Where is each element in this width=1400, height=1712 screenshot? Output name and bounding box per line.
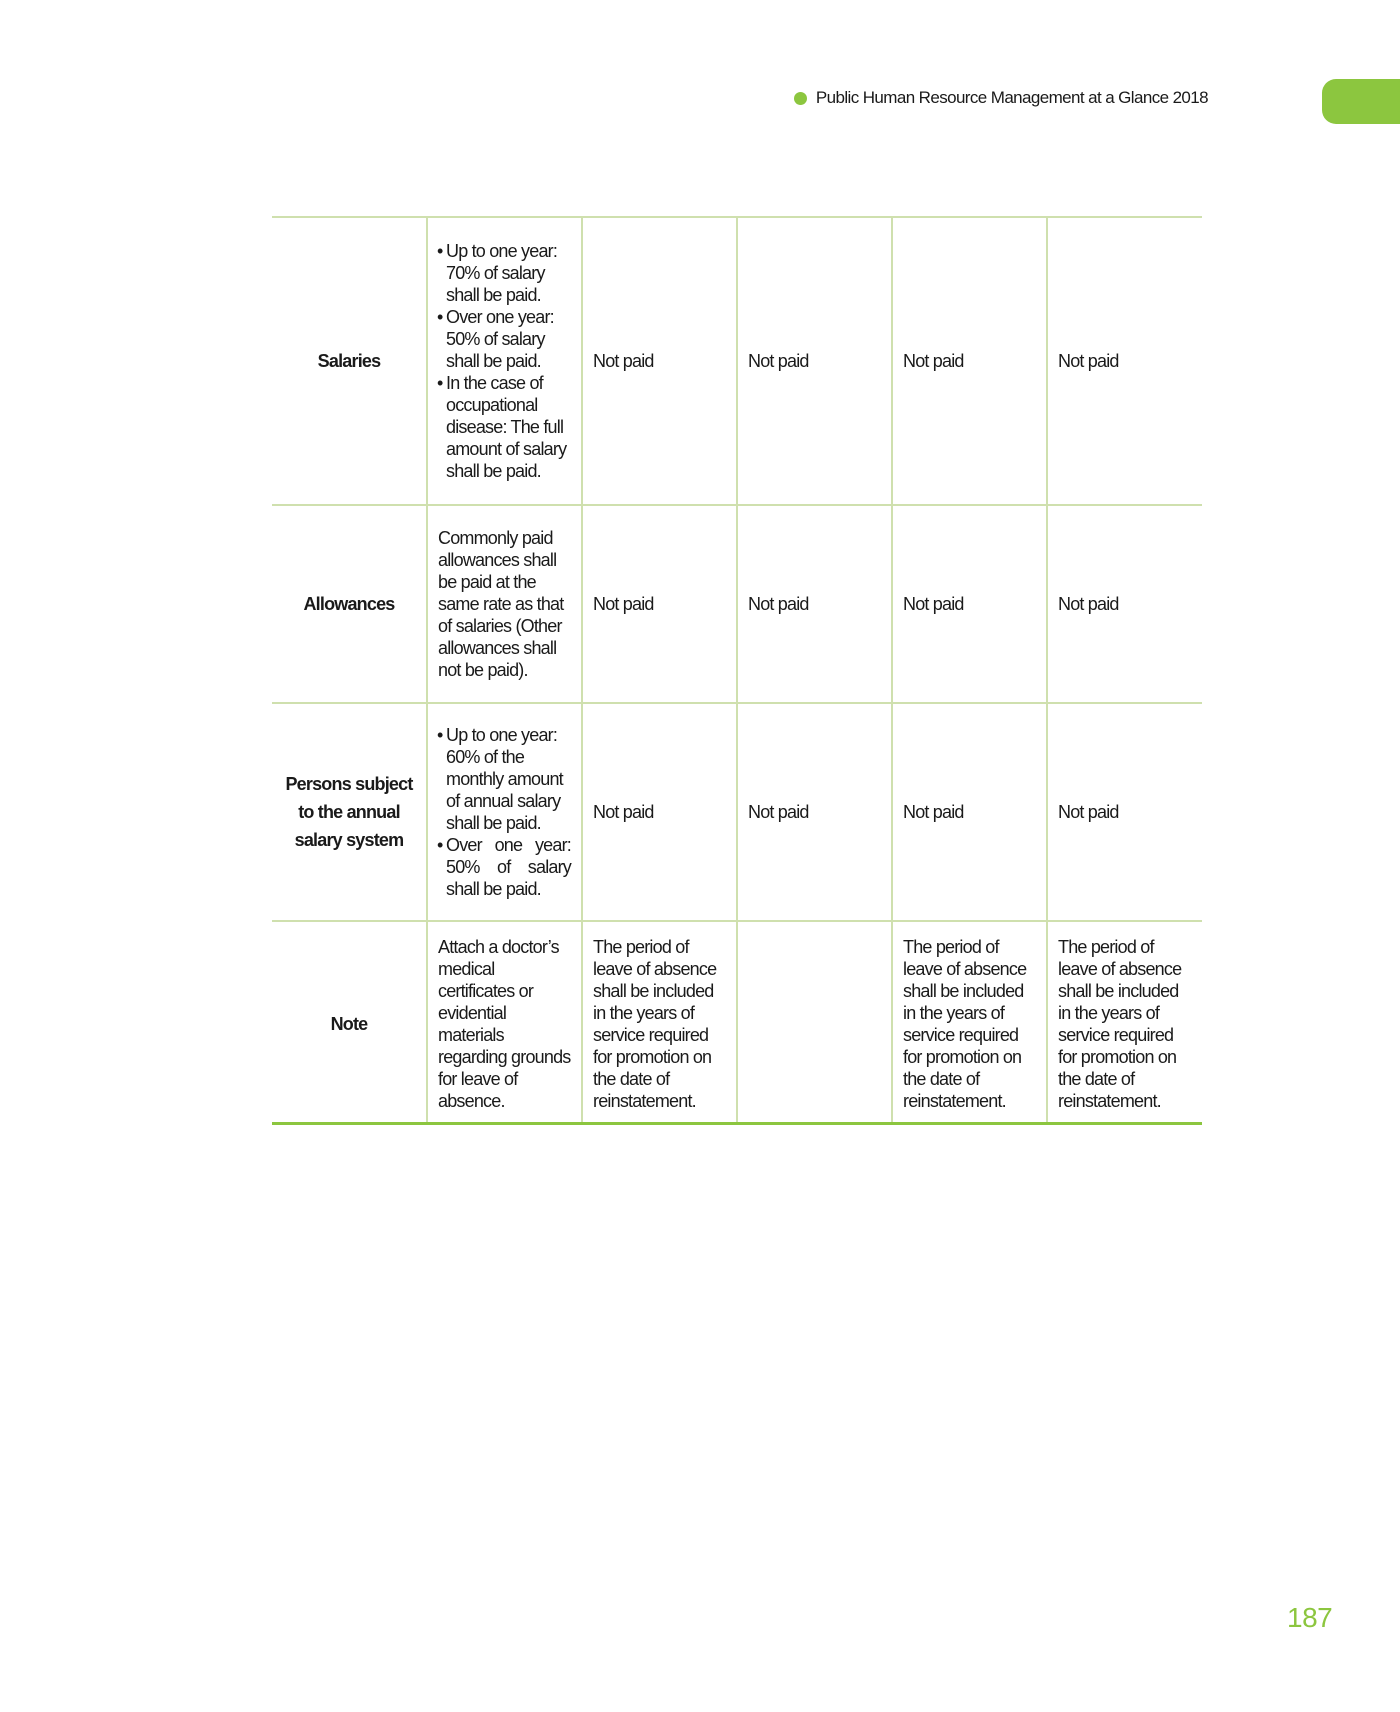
table-cell: Not paid <box>892 217 1047 505</box>
table-cell: Not paid <box>737 505 892 703</box>
list-item: • Up to one year: 60% of the monthly amount of annual salary shall be paid. <box>438 724 571 834</box>
publication-title: Public Human Resource Management at a Glance 2018 <box>815 88 1208 107</box>
row-label: Persons subject to the annual salary system <box>272 703 427 921</box>
list-item: • In the case of occupational disease: The full amount of salary shall be paid. <box>438 372 571 482</box>
table-row <box>272 703 1202 921</box>
table-cell: Not paid <box>737 217 892 505</box>
table-cell: Not paid <box>1047 703 1202 921</box>
list-item: • Up to one year: 70% of salary shall be paid. <box>438 240 571 306</box>
table-cell: Not paid <box>582 703 737 921</box>
table-cell: Not paid <box>1047 217 1202 505</box>
table-cell: Not paid <box>582 217 737 505</box>
table-row <box>272 217 1202 505</box>
row-label: Salaries <box>272 217 427 505</box>
table-cell <box>737 921 892 1124</box>
table-cell: Not paid <box>1047 505 1202 703</box>
chapter-tab <box>1322 79 1400 124</box>
table-row <box>272 505 1202 703</box>
table-cell <box>427 217 582 505</box>
table-cell: Not paid <box>892 505 1047 703</box>
bullet-dot-icon <box>794 92 807 105</box>
table-cell: The period of leave of absence shall be included in the years of service required for promotion on the date of reinstatement. <box>1047 921 1202 1124</box>
table-cell: The period of leave of absence shall be included in the years of service required for promotion on the date of reinstatement. <box>582 921 737 1124</box>
row-label: Allowances <box>272 505 427 703</box>
table-cell: Not paid <box>737 703 892 921</box>
running-header <box>794 88 1208 108</box>
table-cell: Not paid <box>582 505 737 703</box>
table-cell: Attach a doctor’s medical certificates or evidential materials regarding grounds for leave of absence. <box>427 921 582 1124</box>
list-item: • Over one year: 50% of salary shall be paid. <box>438 306 571 372</box>
list-item: • Over one year: 50% of salary shall be paid. <box>438 834 571 900</box>
page-number: 187 <box>1287 1602 1333 1633</box>
table-cell: Commonly paid allowances shall be paid at the same rate as that of salaries (Other allowances shall not be paid). <box>427 505 582 703</box>
leave-of-absence-table <box>272 216 1202 1125</box>
table-cell <box>427 703 582 921</box>
row-label: Note <box>272 921 427 1124</box>
table-cell: Not paid <box>892 703 1047 921</box>
table-row <box>272 921 1202 1124</box>
table-cell: The period of leave of absence shall be included in the years of service required for promotion on the date of reinstatement. <box>892 921 1047 1124</box>
